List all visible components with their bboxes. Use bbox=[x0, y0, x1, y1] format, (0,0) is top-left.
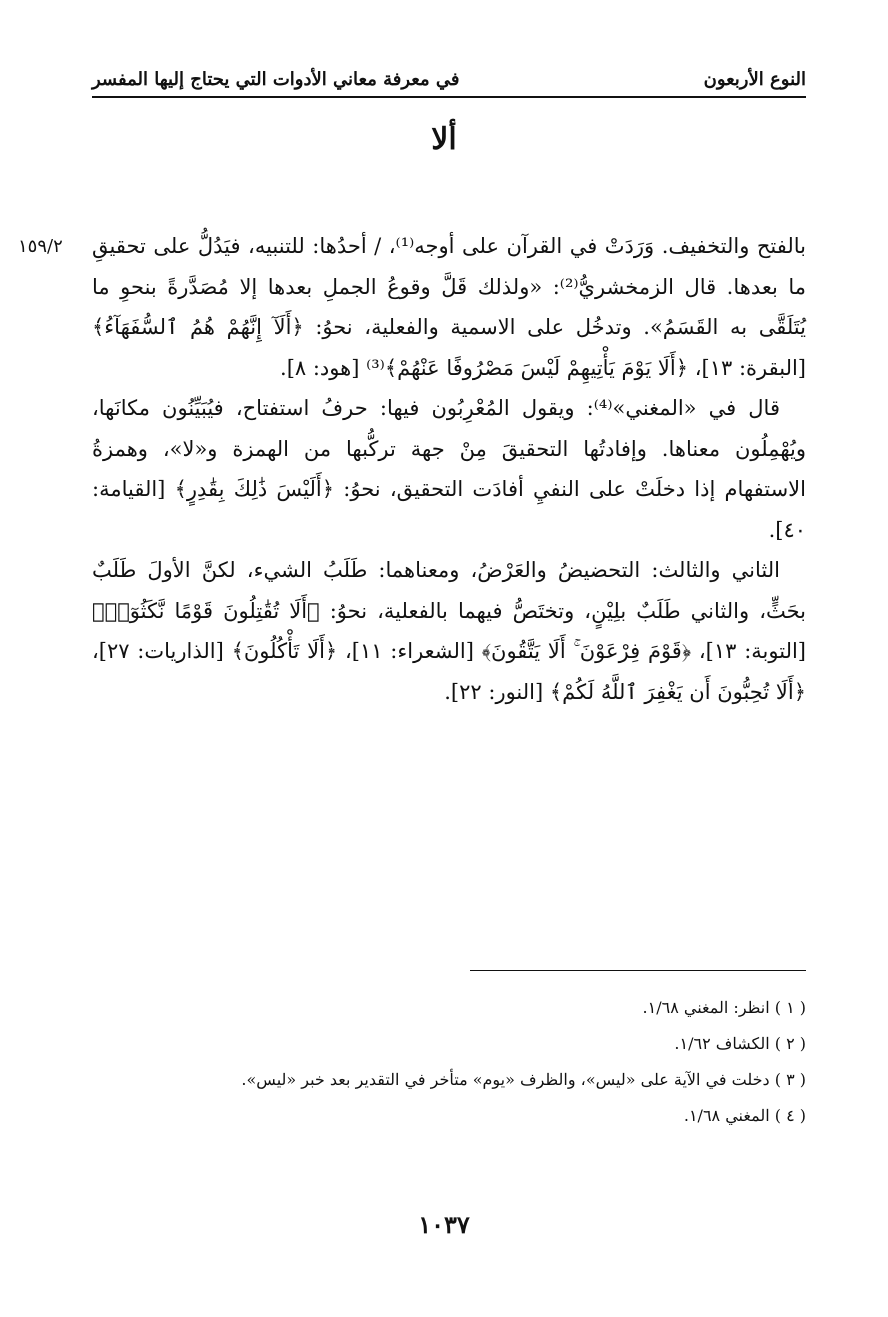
footnote: ( ٤ ) المغني ١/٦٨. bbox=[683, 1106, 806, 1125]
paragraph: الثاني والثالث: التحضيضُ والعَرْضُ، ومعناهما: طَلَبُ الشيء، لكنَّ الأولَ طَلَبٌ بحَثٍّ، والثاني طَلَبٌ بلِيْنٍ، وتختَصُّ فيهما بالفعلية، نحوُ: ﴿أَلَا تُقَٰتِلُونَ قَوْمًا نَّكَثُوٓا۟﴾ [التوبة: ١٣]، ﴿قَوْمَ فِرْعَوْنَ ۚ أَلَا يَتَّقُونَ﴾ [الشعراء: ١١]، ﴿أَلَا تَأْكُلُونَ﴾ [الذاريات: ٢٧]، ﴿أَلَا تُحِبُّونَ أَن يَغْفِرَ ٱللَّهُ لَكُمْ﴾ [النور: ٢٢]. bbox=[92, 558, 806, 704]
paragraph: بالفتح والتخفيف. وَرَدَتْ في القرآن على أوجه⁽¹⁾، / أحدُها: للتنبيه، فيَدُلُّ على تحقيقِ ما بعدها. قال الزمخشريُّ⁽²⁾: «ولذلك قَلَّ وقوعُ الجملِ بعدها إلا مُصَدَّرةً بنحوِ ما يُتَلَقَّى به القَسَمُ». وتدخُل على الاسمية والفعلية، نحوُ: ﴿أَلَآ إِنَّهُمْ هُمُ ٱلسُّفَهَآءُ﴾ [البقرة: ١٣]، ﴿أَلَا يَوْمَ يَأْتِيهِمْ لَيْسَ مَصْرُوفًا عَنْهُمْ﴾⁽³⁾ [هود: ٨]. bbox=[92, 234, 807, 380]
footnotes bbox=[92, 990, 806, 1134]
running-header bbox=[92, 58, 806, 98]
main-text bbox=[92, 226, 806, 712]
footnote: ( ٢ ) الكشاف ١/٦٢. bbox=[674, 1034, 806, 1053]
margin-reference: ١٥٩/٢ bbox=[18, 236, 63, 257]
header-section: في معرفة معاني الأدوات التي يحتاج إليها المفسر bbox=[92, 69, 460, 90]
footnote: ( ٣ ) دخلت في الآية على «ليس»، والظرف «يوم» متأخر في التقدير بعد خبر «ليس». bbox=[241, 1070, 806, 1089]
header-chapter: النوع الأربعون bbox=[703, 69, 806, 90]
footnote: ( ١ ) انظر: المغني ١/٦٨. bbox=[642, 998, 806, 1017]
paragraph: قال في «المغني»⁽⁴⁾: ويقول المُعْرِبُون فيها: حرفُ استفتاح، فيُبَيِّنُون مكانَها، ويُهْمِلُون معناها. وإفادتُها التحقيقَ مِنْ جهة تركُّبها من الهمزة و«لا»، وهمزةُ الاستفهام إذا دخلَتْ على النفيِ أفادَت التحقيق، نحوُ: ﴿أَلَيْسَ ذَٰلِكَ بِقَٰدِرٍ﴾ [القيامة: ٤٠]. bbox=[92, 396, 806, 542]
section-title: ألا bbox=[431, 122, 457, 157]
footnote-divider bbox=[470, 970, 806, 971]
page-number: ١٠٣٧ bbox=[418, 1210, 470, 1239]
